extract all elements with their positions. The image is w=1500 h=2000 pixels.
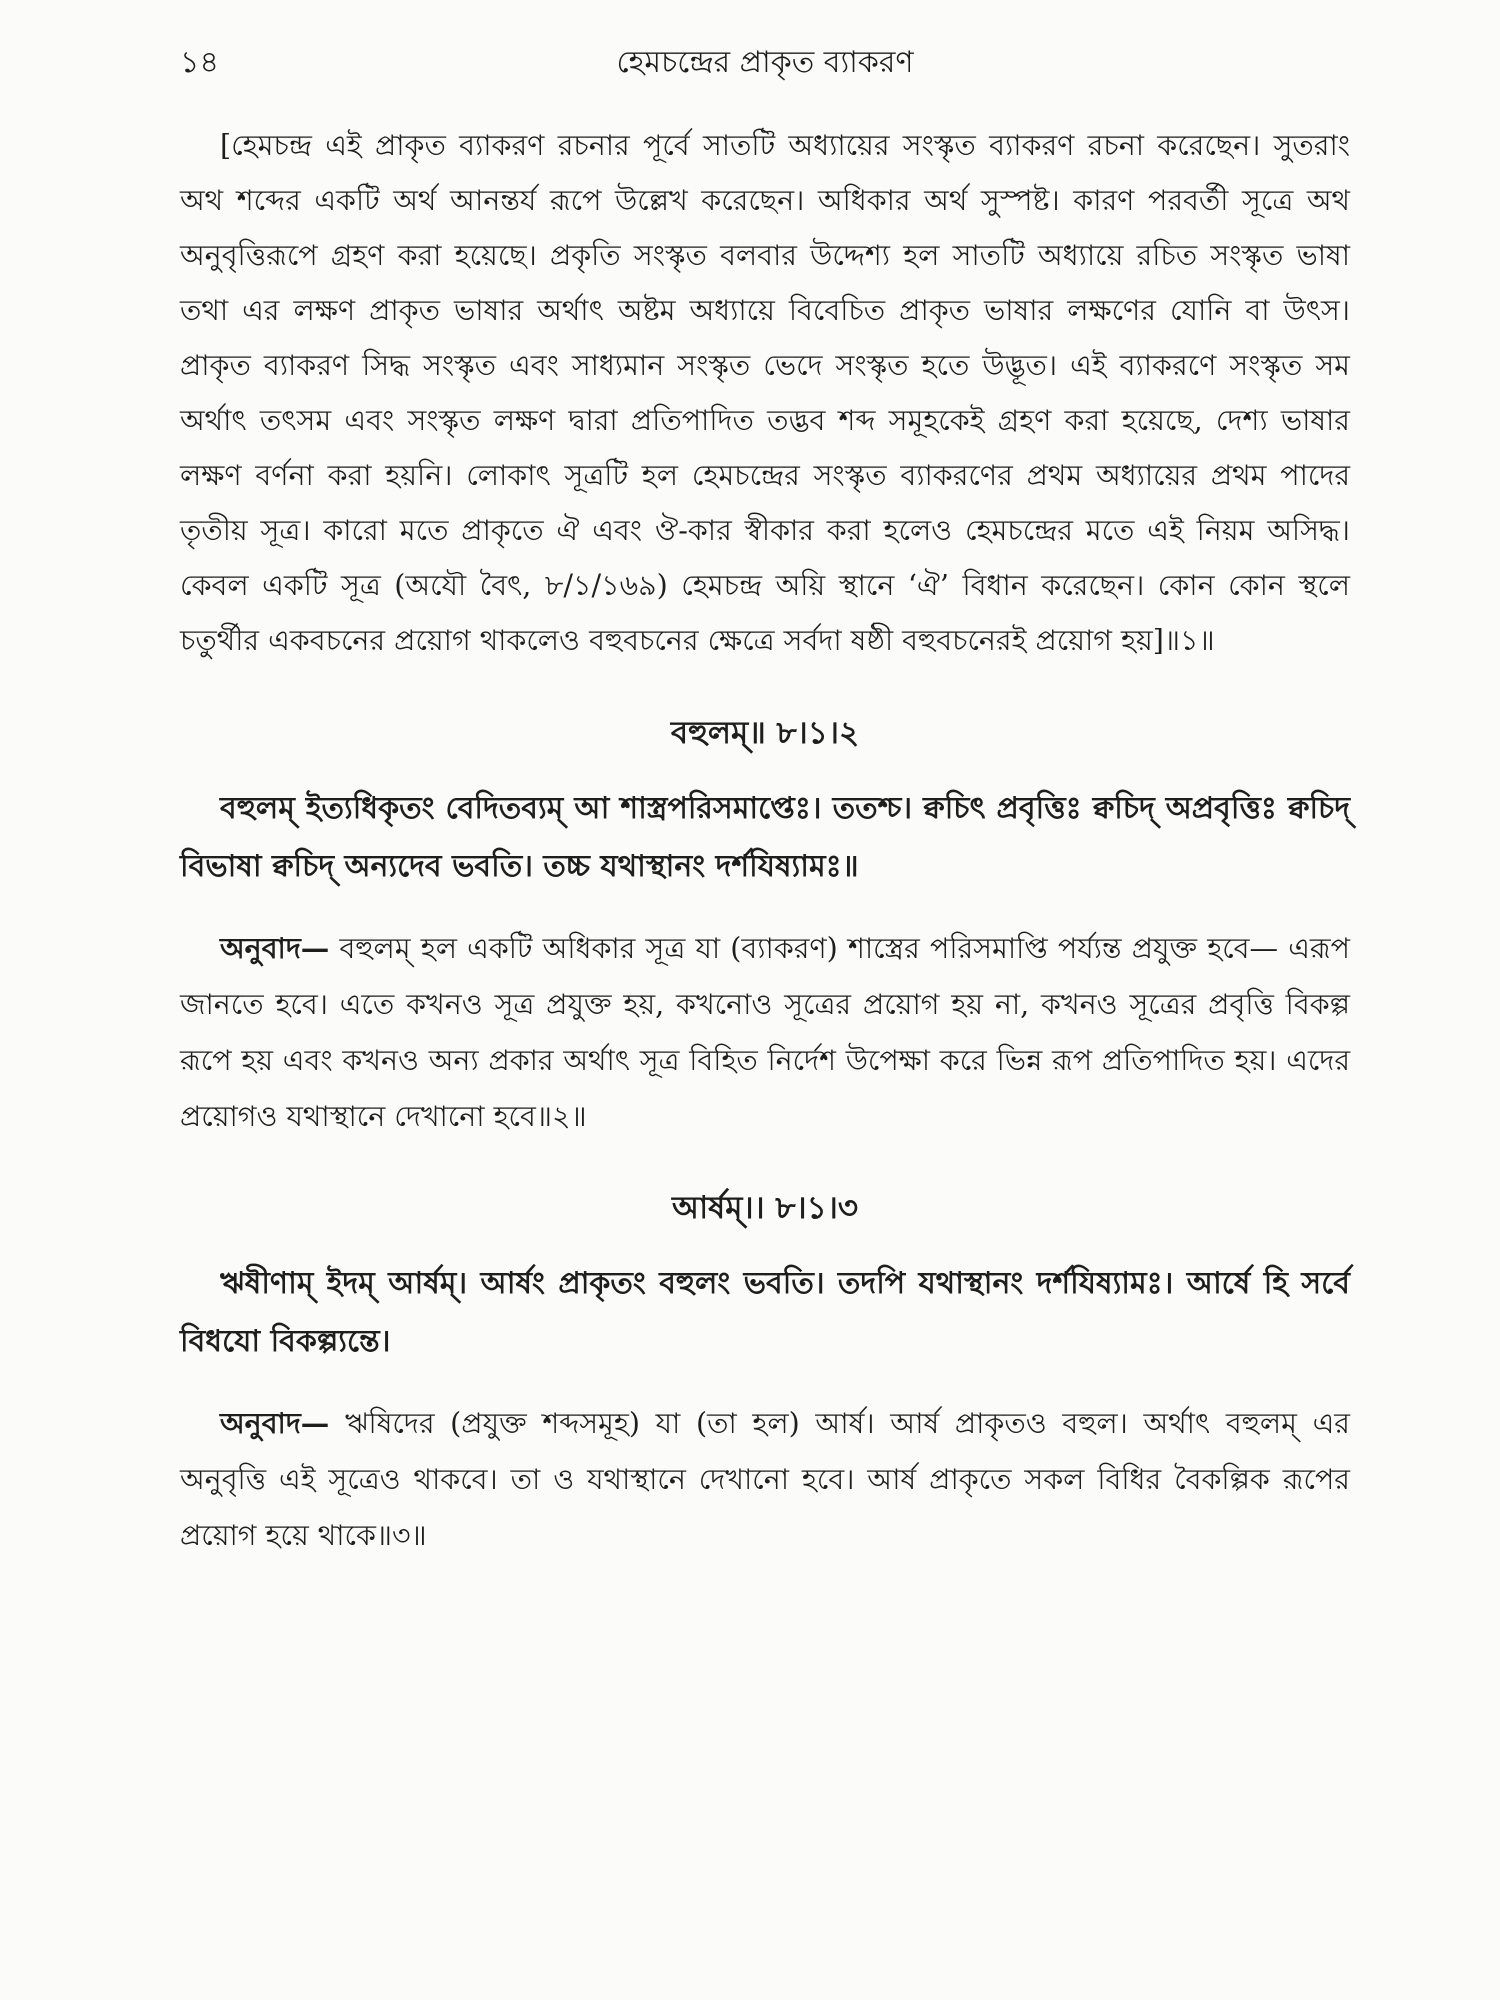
page-header: [180, 38, 1350, 88]
sutra-heading: বহুলম্॥ ৮।১।২: [670, 715, 860, 751]
translation-text: বহুলম্ হল একটি অধিকার সূত্র যা (ব্যাকরণ) শাস্ত্রের পরিসমাপ্তি পর্য্যন্ত প্রযুক্ত হবে— এরূপ জানতে হবে। এতে কখনও সূত্র প্রযুক্ত হয়, কখনোও সূত্রের প্রয়োগ হয় না, কখনও সূত্রের প্রবৃত্তি বিকল্প রূপে হয় এবং কখনও অন্য প্রকার অর্থাৎ সূত্র বিহিত নির্দেশ উপেক্ষা করে ভিন্ন রূপ প্রতিপাদিত হয়। এদের প্রয়োগও যথাস্থানে দেখানো হবে॥২॥: [180, 932, 1350, 1133]
sutra-section-2: [180, 708, 1350, 1145]
translation-label: অনুবাদ—: [220, 1406, 330, 1440]
page-body: [180, 118, 1350, 1564]
sutra-heading: আর্ষম্।। ৮।১।৩: [672, 1190, 858, 1226]
translation-label: অনুবাদ—: [220, 931, 330, 965]
page-number: ১৪: [180, 45, 219, 80]
sutra-text: ঋষীণাম্ ইদম্ আর্ষম্। আর্ষং প্রাকৃতং বহুলং ভবতি। তদপি যথাস্থানং দর্শযিষ্যামঃ। আর্ষে হি সর্বে বিধযো বিকল্প্যন্তে।: [180, 1266, 1350, 1359]
sutra-section-3: [180, 1183, 1350, 1564]
sutra-text: বহুলম্ ইত্যধিকৃতং বেদিতব্যম্ আ শাস্ত্রপরিসমাপ্তেঃ। ততশ্চ। ক্বচিৎ প্রবৃত্তিঃ ক্বচিদ্ অপ্রবৃত্তিঃ ক্বচিদ্ বিভাষা ক্বচিদ্ অন্যদেব ভবতি। তচ্চ যথাস্থানং দর্শযিষ্যামঃ॥: [180, 791, 1350, 884]
translation-paragraph: [180, 920, 1350, 1145]
running-title: হেমচন্দ্রের প্রাকৃত ব্যাকরণ: [616, 45, 914, 80]
translation-paragraph: [180, 1395, 1350, 1564]
intro-paragraph: [হেমচন্দ্র এই প্রাকৃত ব্যাকরণ রচনার পূর্বে সাতটি অধ্যায়ের সংস্কৃত ব্যাকরণ রচনা করেছেন। সুতরাং অথ শব্দের একটি অর্থ আনন্তর্য রূপে উল্লেখ করেছেন। অধিকার অর্থ সুস্পষ্ট। কারণ পরবর্তী সূত্রে অথ অনুবৃত্তিরূপে গ্রহণ করা হয়েছে। প্রকৃতি সংস্কৃত বলবার উদ্দেশ্য হল সাতটি অধ্যায়ে রচিত সংস্কৃত ভাষা তথা এর লক্ষণ প্রাকৃত ভাষার অর্থাৎ অষ্টম অধ্যায়ে বিবেচিত প্রাকৃত ভাষার লক্ষণের যোনি বা উৎস। প্রাকৃত ব্যাকরণ সিদ্ধ সংস্কৃত এবং সাধ্যমান সংস্কৃত ভেদে সংস্কৃত হতে উদ্ভূত। এই ব্যাকরণে সংস্কৃত সম অর্থাৎ তৎসম এবং সংস্কৃত লক্ষণ দ্বারা প্রতিপাদিত তদ্ভব শব্দ সমূহকেই গ্রহণ করা হয়েছে, দেশ্য ভাষার লক্ষণ বর্ণনা করা হয়নি। লোকাৎ সূত্রটি হল হেমচন্দ্রের সংস্কৃত ব্যাকরণের প্রথম অধ্যায়ের প্রথম পাদের তৃতীয় সূত্র। কারো মতে প্রাকৃতে ঐ এবং ঔ-কার স্বীকার করা হলেও হেমচন্দ্রের মতে এই নিয়ম অসিদ্ধ। কেবল একটি সূত্র (অযৌ বৈৎ, ৮/১/১৬৯) হেমচন্দ্র অয়ি স্থানে ‘ঐ’ বিধান করেছেন। কোন কোন স্থলে চতুর্থীর একবচনের প্রয়োগ থাকলেও বহুবচনের ক্ষেত্রে সর্বদা ষষ্ঠী বহুবচনেরই প্রয়োগ হয়]॥১॥: [180, 129, 1350, 657]
translation-text: ঋষিদের (প্রযুক্ত শব্দসমূহ) যা (তা হল) আর্ষ। আর্ষ প্রাকৃতও বহুল। অর্থাৎ বহুলম্ এর অনুবৃত্তি এই সূত্রেও থাকবে। তা ও যথাস্থানে দেখানো হবে। আর্ষ প্রাকৃতে সকল বিধির বৈকল্পিক রূপের প্রয়োগ হয়ে থাকে॥৩॥: [180, 1407, 1350, 1552]
